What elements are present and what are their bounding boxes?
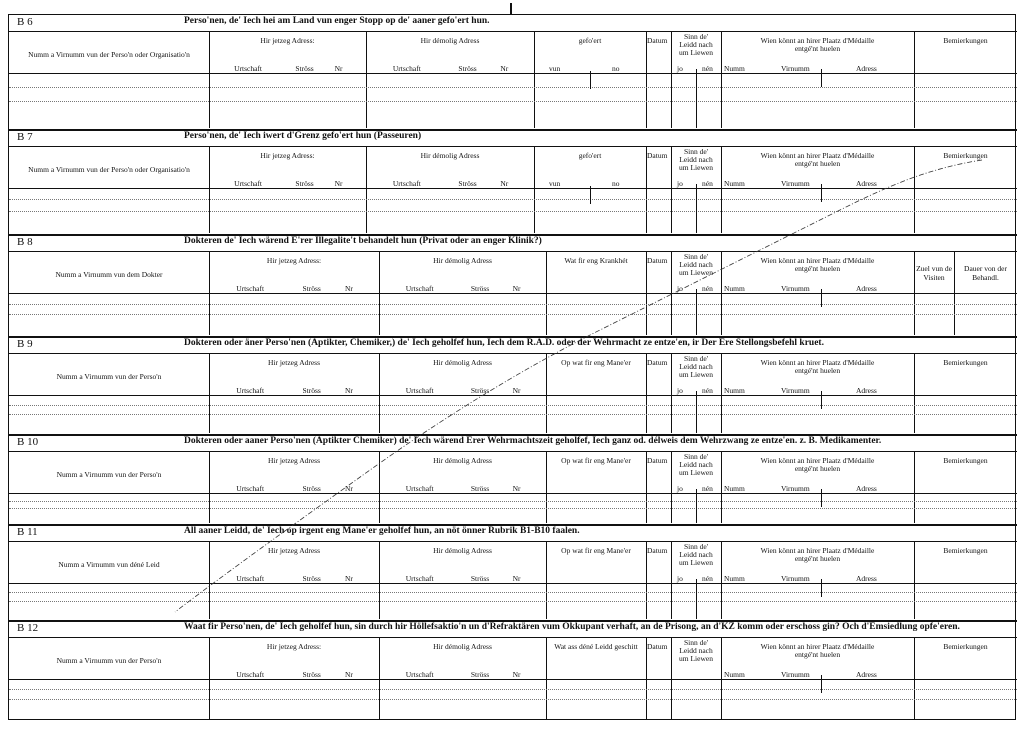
former-address-subheader-stross: Ströss (470, 284, 490, 293)
col-divider (209, 31, 210, 128)
former-address-subheader-nr: Nr (512, 670, 521, 679)
address-subheader-urtschaft: Urtschaft (236, 484, 265, 493)
alive-header-2: Leidd nach (679, 460, 713, 469)
entry-row-line (9, 592, 1017, 593)
alive-divider (696, 69, 697, 128)
address-subheader-stross: Ströss (295, 179, 314, 188)
medal-header: Wien könnt an hirer Plaatz d'Médaille (760, 151, 875, 160)
medal-firstname: Virnumm (781, 284, 810, 293)
entry-row-line (9, 414, 1017, 415)
section-title: Dokteren de' Iech wärend E'rer Illegalite't behandelt hun (Privat oder an enger Klinik?) (184, 236, 542, 246)
col-divider (366, 31, 367, 128)
action-header: Op wat fir eng Mane'er (561, 358, 631, 367)
alive-divider (696, 289, 697, 335)
name-header: Numm a Virnumm vun der Perso'n oder Organisatio'n (28, 165, 190, 174)
medal-header-2: entgé'nt huelen (794, 554, 841, 563)
medal-name: Numm (724, 386, 745, 395)
section-b-8 (9, 235, 1015, 337)
medal-header: Wien könnt an hirer Plaatz d'Médaille (760, 256, 875, 265)
date-header: Datum (647, 642, 668, 651)
medal-divider (821, 391, 822, 409)
remarks-header: Bemierkungen (943, 456, 988, 465)
alive-no: nén (702, 574, 713, 583)
former-address-subheader-stross: Ströss (470, 386, 490, 395)
entry-row-line (9, 689, 1017, 690)
address-subheader-nr: Nr (345, 386, 353, 395)
entry-row-line (9, 699, 1017, 700)
address-subheader-stross: Ströss (302, 284, 321, 293)
date-header: Datum (647, 151, 668, 160)
section-title: Dokteren oder aaner Perso'nen (Aptikter Chemiker) de' Iech wärend Erer Wehrmachtszeit geholfef, Iech ganz od. délweis dem Wehrzwang ze entze'en. z. B. Medikamenter. (184, 436, 882, 446)
medal-header-2: entgé'nt huelen (794, 159, 841, 168)
alive-header-3: um Liewen (679, 654, 713, 663)
alive-header-1: Sinn de' (683, 542, 709, 551)
alive-header-3: um Liewen (679, 163, 713, 172)
entry-row-line (9, 304, 1017, 305)
alive-no: nén (702, 284, 713, 293)
alive-no: nén (702, 386, 713, 395)
section-code: B 7 (17, 131, 33, 143)
alive-header-1: Sinn de' (683, 638, 709, 647)
transport-divider (590, 71, 591, 89)
alive-divider (696, 391, 697, 433)
remarks-header: Bemierkungen (943, 36, 988, 45)
former-address-subheader-stross: Ströss (470, 670, 490, 679)
address-subheader-urtschaft: Urtschaft (236, 386, 265, 395)
former-address-header: Hir démolig Adress (433, 456, 492, 465)
former-address-subheader-urtschaft: Urtschaft (405, 670, 434, 679)
action-header: Wat fir eng Krankhét (564, 256, 628, 265)
section-b-10 (9, 435, 1015, 525)
remarks-header: Bemierkungen (943, 151, 988, 160)
medal-name: Numm (724, 574, 745, 583)
alive-header-3: um Liewen (679, 370, 713, 379)
address-subheader-nr: Nr (334, 64, 343, 73)
title-rule (9, 637, 1017, 638)
alive-header-2: Leidd nach (679, 40, 713, 49)
address-subheader-nr: Nr (345, 484, 353, 493)
medal-divider (821, 289, 822, 307)
medal-firstname: Virnumm (781, 484, 810, 493)
date-header: Datum (647, 358, 668, 367)
name-header: Numm a Virnumm vun déné Leid (58, 560, 160, 569)
section-b-9 (9, 337, 1015, 435)
current-address-header: Hir jetzeg Adress: (260, 151, 315, 160)
medal-firstname: Virnumm (781, 574, 810, 583)
transport-from: vun (549, 179, 561, 188)
former-address-subheader-urtschaft: Urtschaft (405, 284, 434, 293)
medal-header-2: entgé'nt huelen (794, 366, 841, 375)
date-header: Datum (647, 256, 668, 265)
medal-header-2: entgé'nt huelen (794, 464, 841, 473)
alive-divider (696, 489, 697, 523)
section-title: All aaner Leidd, de' Iech op irgent eng Mane'er geholfef hun, an nöt önner Rubrik B1-B10 faalen. (184, 526, 580, 536)
section-code: B 9 (17, 338, 33, 350)
visits-header: Zuel vun de Visiten (916, 264, 952, 282)
former-address-header: Hir démolig Adress (420, 151, 480, 160)
entry-row-line (9, 101, 1017, 102)
medal-header: Wien könnt an hirer Plaatz d'Médaille (760, 546, 875, 555)
action-header: Op wat fir eng Mane'er (561, 456, 631, 465)
alive-header-3: um Liewen (679, 558, 713, 567)
entry-row-line (9, 87, 1017, 88)
date-header: Datum (647, 546, 668, 555)
section-code: B 11 (17, 526, 38, 538)
section-code: B 8 (17, 236, 33, 248)
medal-address: Adress (856, 64, 877, 73)
former-address-subheader-urtschaft: Urtschaft (405, 484, 434, 493)
medal-firstname: Virnumm (781, 64, 810, 73)
medal-header-2: entgé'nt huelen (794, 650, 841, 659)
address-subheader-stross: Ströss (302, 484, 321, 493)
medal-divider (821, 675, 822, 693)
section-title: Waat fir Perso'nen, de' Iech geholfef hun, sin durch hir Höllefsaktio'n un d'Refraktären vum Okkupant verhaft, an de Prisong, an d'KZ komm oder erschoss gin? Och d'Emsiedlung opfe'eren. (184, 622, 960, 632)
medal-header: Wien könnt an hirer Plaatz d'Médaille (760, 358, 875, 367)
col-divider (646, 31, 647, 128)
remarks-header: Bemierkungen (943, 546, 988, 555)
alive-yes: jo (677, 386, 683, 395)
section-title: Perso'nen, de' Iech hei am Land vun enger Stopp op de' aaner gefo'ert hun. (184, 16, 490, 26)
entry-row-line (9, 501, 1017, 502)
medal-header: Wien könnt an hirer Plaatz d'Médaille (760, 36, 875, 45)
title-rule (9, 31, 1017, 32)
title-rule (9, 541, 1017, 542)
alive-yes: jo (677, 284, 683, 293)
current-address-header: Hir jetzeg Adress: (266, 642, 322, 651)
section-b-6 (9, 15, 1015, 130)
page-top-mark (510, 3, 512, 14)
section-code: B 12 (17, 622, 39, 634)
medal-firstname: Virnumm (781, 386, 810, 395)
former-address-subheader-urtschaft: Urtschaft (405, 574, 434, 583)
date-header: Datum (647, 36, 668, 45)
date-header: Datum (647, 456, 668, 465)
former-address-subheader-urtschaft: Urtschaft (405, 386, 434, 395)
entry-row-line (9, 314, 1017, 315)
alive-header-2: Leidd nach (679, 646, 713, 655)
action-header: gefo'ert (578, 36, 602, 45)
medal-address: Adress (856, 386, 877, 395)
transport-to: no (612, 179, 620, 188)
section-code: B 10 (17, 436, 39, 448)
address-subheader-stross: Ströss (302, 386, 321, 395)
alive-header-2: Leidd nach (679, 550, 713, 559)
medal-name: Numm (724, 484, 745, 493)
address-subheader-urtschaft: Urtschaft (236, 574, 265, 583)
address-subheader-stross: Ströss (302, 574, 321, 583)
section-title: Dokteren oder äner Perso'nen (Aptikter, Chemiker,) de' Iech geholfef hun, Iech dem R.A.D. oder der Wehrmacht ze entze'en, ir Der Ere Stellongsbefehl kruet. (184, 338, 824, 348)
alive-no: nén (702, 64, 713, 73)
name-header: Numm a Virnumm vun der Perso'n oder Organisatio'n (28, 50, 190, 59)
former-address-header: Hir démolig Adress (433, 256, 492, 265)
col-divider (534, 31, 535, 128)
former-address-header: Hir démolig Adress (433, 546, 492, 555)
address-subheader-urtschaft: Urtschaft (236, 670, 265, 679)
medal-firstname: Virnumm (781, 670, 810, 679)
medal-header-2: entgé'nt huelen (794, 44, 841, 53)
current-address-header: Hir jetzeg Adress (267, 358, 321, 367)
transport-to: no (612, 64, 620, 73)
medal-divider (821, 489, 822, 507)
section-title: Perso'nen, de' Iech iwert d'Grenz gefo'ert hun (Passeuren) (184, 131, 422, 141)
action-header: Op wat fir eng Mane'er (561, 546, 631, 555)
section-code: B 6 (17, 16, 33, 28)
entry-row-line (9, 405, 1017, 406)
medal-address: Adress (856, 574, 877, 583)
title-rule (9, 251, 1017, 252)
current-address-header: Hir jetzeg Adress (267, 456, 321, 465)
medal-address: Adress (856, 484, 877, 493)
alive-header-2: Leidd nach (679, 362, 713, 371)
current-address-header: Hir jetzeg Adress (267, 546, 321, 555)
alive-header-1: Sinn de' (683, 354, 709, 363)
address-subheader-urtschaft: Urtschaft (234, 64, 263, 73)
medal-name: Numm (724, 284, 745, 293)
alive-yes: jo (677, 64, 683, 73)
alive-header-1: Sinn de' (683, 452, 709, 461)
former-address-subheader-urtschaft: Urtschaft (392, 64, 421, 73)
medal-name: Numm (724, 179, 745, 188)
transport-divider (590, 186, 591, 204)
address-subheader-nr: Nr (345, 574, 353, 583)
title-rule (9, 451, 1017, 452)
medal-address: Adress (856, 179, 877, 188)
address-subheader-stross: Ströss (295, 64, 314, 73)
former-address-header: Hir démolig Adress (433, 642, 492, 651)
action-header: Wat ass déné Leidd geschitt (554, 642, 638, 651)
address-subheader-urtschaft: Urtschaft (236, 284, 265, 293)
former-address-subheader-urtschaft: Urtschaft (392, 179, 421, 188)
former-address-subheader-nr: Nr (500, 64, 509, 73)
remarks-header: Bemierkungen (943, 358, 988, 367)
former-address-subheader-stross: Ströss (470, 484, 490, 493)
medal-address: Adress (856, 284, 877, 293)
remarks-header: Bemierkungen (943, 642, 988, 651)
address-subheader-nr: Nr (345, 284, 353, 293)
col-divider (914, 31, 915, 128)
alive-header-1: Sinn de' (683, 252, 709, 261)
medal-header: Wien könnt an hirer Plaatz d'Médaille (760, 642, 875, 651)
former-address-subheader-nr: Nr (512, 574, 521, 583)
alive-header-2: Leidd nach (679, 155, 713, 164)
medal-name: Numm (724, 670, 745, 679)
alive-no: nén (702, 484, 713, 493)
alive-divider (696, 184, 697, 233)
medal-header: Wien könnt an hirer Plaatz d'Médaille (760, 456, 875, 465)
former-address-subheader-stross: Ströss (458, 179, 477, 188)
entry-row-line (9, 601, 1017, 602)
medal-firstname: Virnumm (781, 179, 810, 188)
medal-name: Numm (724, 64, 745, 73)
medal-divider (821, 184, 822, 202)
transport-from: vun (549, 64, 561, 73)
title-rule (9, 146, 1017, 147)
former-address-subheader-nr: Nr (512, 386, 521, 395)
name-header: Numm a Virnumm vun der Perso'n (56, 656, 162, 665)
current-address-header: Hir jetzeg Adress: (260, 36, 315, 45)
former-address-subheader-nr: Nr (500, 179, 509, 188)
alive-header-1: Sinn de' (683, 147, 709, 156)
medal-address: Adress (856, 670, 877, 679)
entry-row-line (9, 211, 1017, 212)
name-header: Numm a Virnumm vun dem Dokter (55, 270, 163, 279)
address-subheader-stross: Ströss (302, 670, 321, 679)
alive-yes: jo (677, 179, 683, 188)
section-b-11 (9, 525, 1015, 621)
medal-header-2: entgé'nt huelen (794, 264, 841, 273)
action-header: gefo'ert (578, 151, 602, 160)
address-subheader-nr: Nr (345, 670, 353, 679)
current-address-header: Hir jetzeg Adress: (266, 256, 322, 265)
medal-divider (821, 69, 822, 87)
medal-divider (821, 579, 822, 597)
alive-yes: jo (677, 574, 683, 583)
former-address-subheader-nr: Nr (512, 284, 521, 293)
alive-header-2: Leidd nach (679, 260, 713, 269)
name-header: Numm a Virnumm vun der Perso'n (56, 470, 162, 479)
form-page (8, 14, 1016, 720)
section-b-12 (9, 621, 1015, 721)
duration-header: Dauer von der Behandl. (964, 264, 1007, 282)
entry-row-line (9, 508, 1017, 509)
alive-no: nén (702, 179, 713, 188)
former-address-header: Hir démolig Adress (433, 358, 492, 367)
former-address-subheader-nr: Nr (512, 484, 521, 493)
alive-header-3: um Liewen (679, 468, 713, 477)
alive-divider (696, 579, 697, 619)
former-address-header: Hir démolig Adress (420, 36, 480, 45)
entry-row-line (9, 199, 1017, 200)
former-address-subheader-stross: Ströss (458, 64, 477, 73)
alive-header-1: Sinn de' (683, 32, 709, 41)
former-address-subheader-stross: Ströss (470, 574, 490, 583)
section-b-7 (9, 130, 1015, 235)
address-subheader-nr: Nr (334, 179, 343, 188)
address-subheader-urtschaft: Urtschaft (234, 179, 263, 188)
title-rule (9, 353, 1017, 354)
alive-header-3: um Liewen (679, 268, 713, 277)
name-header: Numm a Virnumm vun der Perso'n (56, 372, 162, 381)
alive-header-3: um Liewen (679, 48, 713, 57)
alive-yes: jo (677, 484, 683, 493)
